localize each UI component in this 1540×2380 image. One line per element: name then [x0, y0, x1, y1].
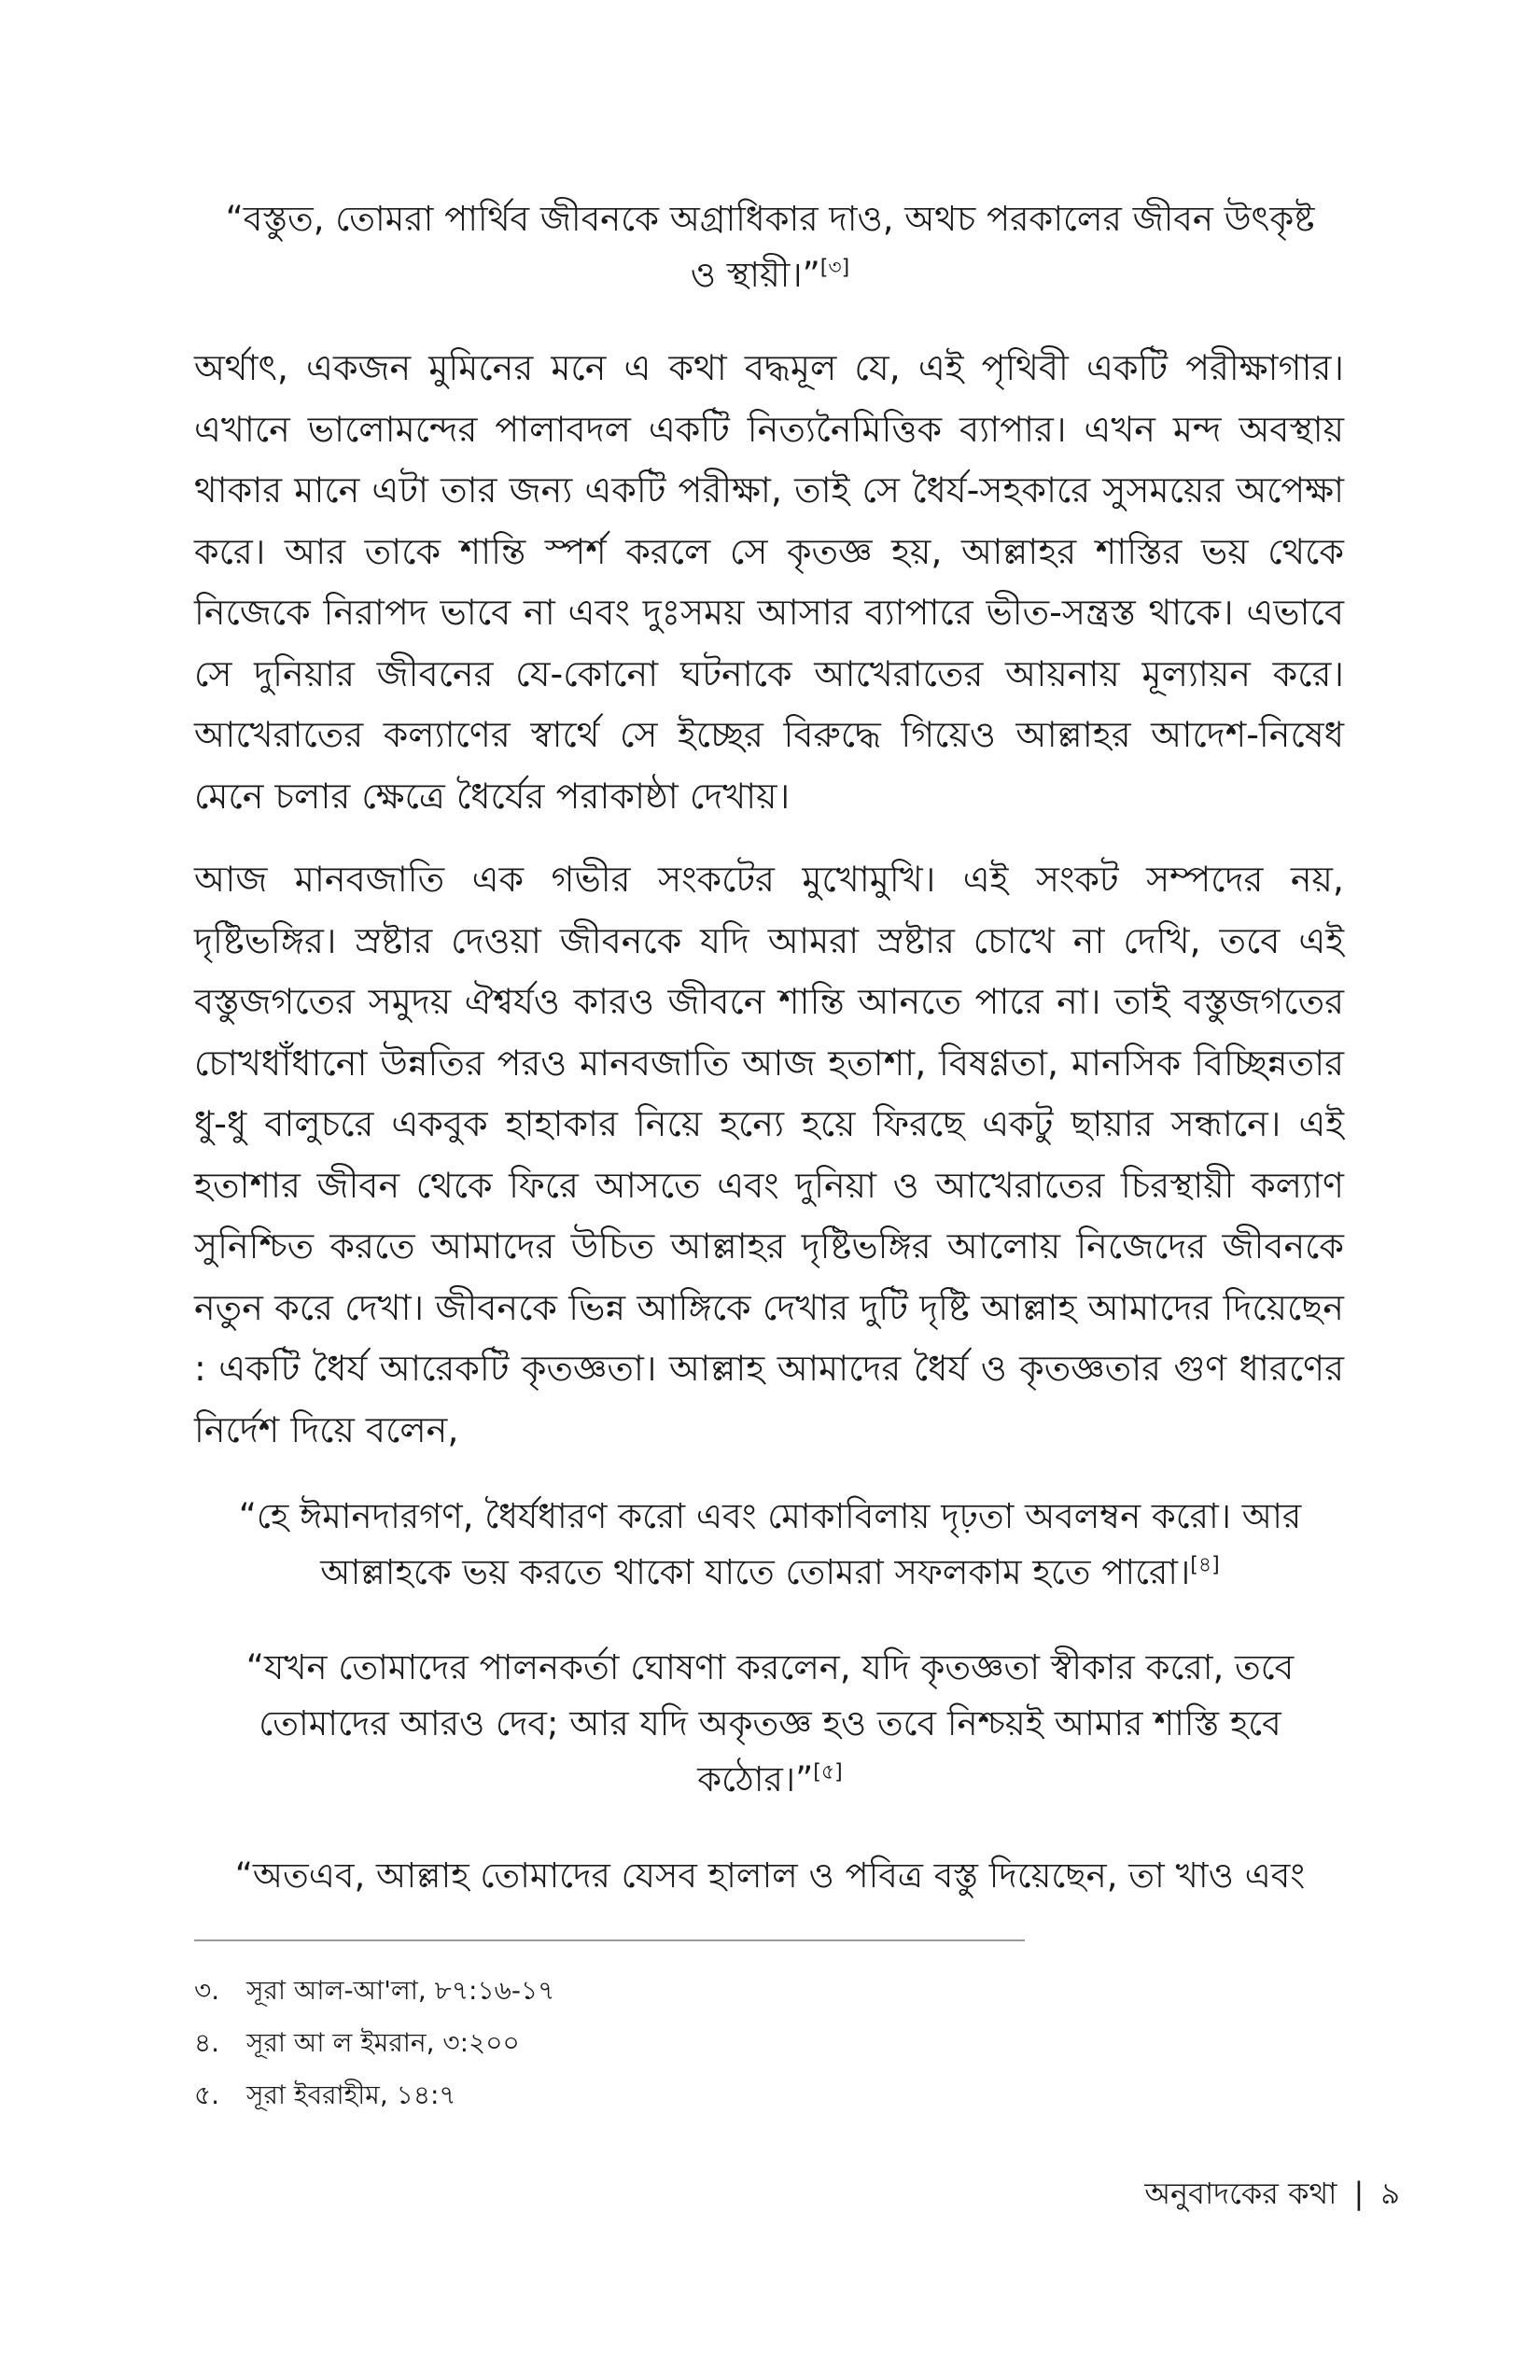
quote-block-4	[215, 1848, 1325, 1904]
footnote-text: সূরা আ ল ইমরান, ৩:২০০	[246, 2027, 520, 2058]
body-paragraph-2: আজ মানবজাতি এক গভীর সংকটের মুখোমুখি। এই সংকট সম্পদের নয়, দৃষ্টিভঙ্গির। স্রষ্টার দেওয়া জীবনকে যদি আমরা স্রষ্টার চোখে না দেখি, তবে এই বস্তুজগতের সমুদয় ঐশ্বর্যও কারও জীবনে শান্তি আনতে পারে না। তাই বস্তুজগতের চোখধাঁধানো উন্নতির পরও মানবজাতি আজ হতাশা, বিষণ্ণতা, মানসিক বিচ্ছিন্নতার ধু-ধু বালুচরে একবুক হাহাকার নিয়ে হন্যে হয়ে ফিরছে একটু ছায়ার সন্ধানে। এই হতাশার জীবন থেকে ফিরে আসতে এবং দুনিয়া ও আখেরাতের চিরস্থায়ী কল্যাণ সুনিশ্চিত করতে আমাদের উচিত আল্লাহর দৃষ্টিভঙ্গির আলোয় নিজেদের জীবনকে নতুন করে দেখা। জীবনকে ভিন্ন আঙ্গিকে দেখার দুটি দৃষ্টি আল্লাহ আমাদের দিয়েছেন : একটি ধৈর্য আরেকটি কৃতজ্ঞতা। আল্লাহ আমাদের ধৈর্য ও কৃতজ্ঞতার গুণ ধারণের নির্দেশ দিয়ে বলেন,	[194, 859, 1344, 1450]
footnote-item	[194, 2017, 1034, 2069]
body-paragraph-1: অর্থাৎ, একজন মুমিনের মনে এ কথা বদ্ধমূল যে, এই পৃথিবী একটি পরীক্ষাগার। এখানে ভালোমন্দের পালাবদল একটি নিত্যনৈমিত্তিক ব্যাপার। এখন মন্দ অবস্থায় থাকার মানে এটা তার জন্য একটি পরীক্ষা, তাই সে ধৈর্য-সহকারে সুসময়ের অপেক্ষা করে। আর তাকে শান্তি স্পর্শ করলে সে কৃতজ্ঞ হয়, আল্লাহর শাস্তির ভয় থেকে নিজেকে নিরাপদ ভাবে না এবং দুঃসময় আসার ব্যাপারে ভীত-সন্ত্রস্ত থাকে। এভাবে সে দুনিয়ার জীবনের যে-কোনো ঘটনাকে আখেরাতের আয়নায় মূল্যায়ন করে। আখেরাতের কল্যাণের স্বার্থে সে ইচ্ছের বিরুদ্ধে গিয়েও আল্লাহর আদেশ-নিষেধ মেনে চলার ক্ষেত্রে ধৈর্যের পরাকাষ্ঠা দেখায়।	[194, 347, 1344, 817]
footnote-item	[194, 1965, 1034, 2017]
footnote-number: ৩.	[194, 1975, 220, 2006]
quote-block-1	[215, 191, 1325, 303]
quote-text: “বস্তুত, তোমরা পার্থিব জীবনকে অগ্রাধিকার দাও, অথচ পরকালের জীবন উৎকৃষ্ট ও স্থায়ী।”	[225, 199, 1315, 295]
footnote-list	[194, 1965, 1034, 2121]
footnote-reference: [৫]	[813, 1760, 843, 1785]
footnote-reference: [৪]	[1190, 1553, 1220, 1577]
footnote-divider	[194, 1939, 1025, 1941]
quote-text: “যখন তোমাদের পালনকর্তা ঘোষণা করলেন, যদি কৃতজ্ঞতা স্বীকার করো, তবে তোমাদের আরও দেব; আর যদি অকৃতজ্ঞ হও তবে নিশ্চয়ই আমার শাস্তি হবে কঠোর।”	[245, 1647, 1295, 1799]
quote-text: “অতএব, আল্লাহ তোমাদের যেসব হালাল ও পবিত্র বস্তু দিয়েছেন, তা খাও এবং	[234, 1855, 1306, 1896]
page-number: ৯	[1380, 2176, 1400, 2211]
quote-block-2	[215, 1489, 1325, 1601]
footnote-text: সূরা আল-আ'লা, ৮৭:১৬-১৭	[246, 1975, 555, 2006]
section-title: অনুবাদকের কথা	[1144, 2176, 1337, 2211]
quote-block-3	[215, 1640, 1325, 1808]
footnote-number: ৫.	[194, 2079, 220, 2110]
running-footer	[1144, 2170, 1400, 2217]
footnote-item	[194, 2069, 1034, 2121]
quote-text: “হে ঈমানদারগণ, ধৈর্যধারণ করো এবং মোকাবিলায় দৃঢ়তা অবলম্বন করো। আর আল্লাহকে ভয় করতে থাকো যাতে তোমরা সফলকাম হতে পারো।	[238, 1496, 1302, 1592]
footnote-number: ৪.	[194, 2027, 220, 2058]
footnote-text: সূরা ইবরাহীম, ১৪:৭	[246, 2079, 456, 2110]
footer-separator: |	[1353, 2176, 1365, 2211]
footnote-reference: [৩]	[819, 256, 850, 280]
